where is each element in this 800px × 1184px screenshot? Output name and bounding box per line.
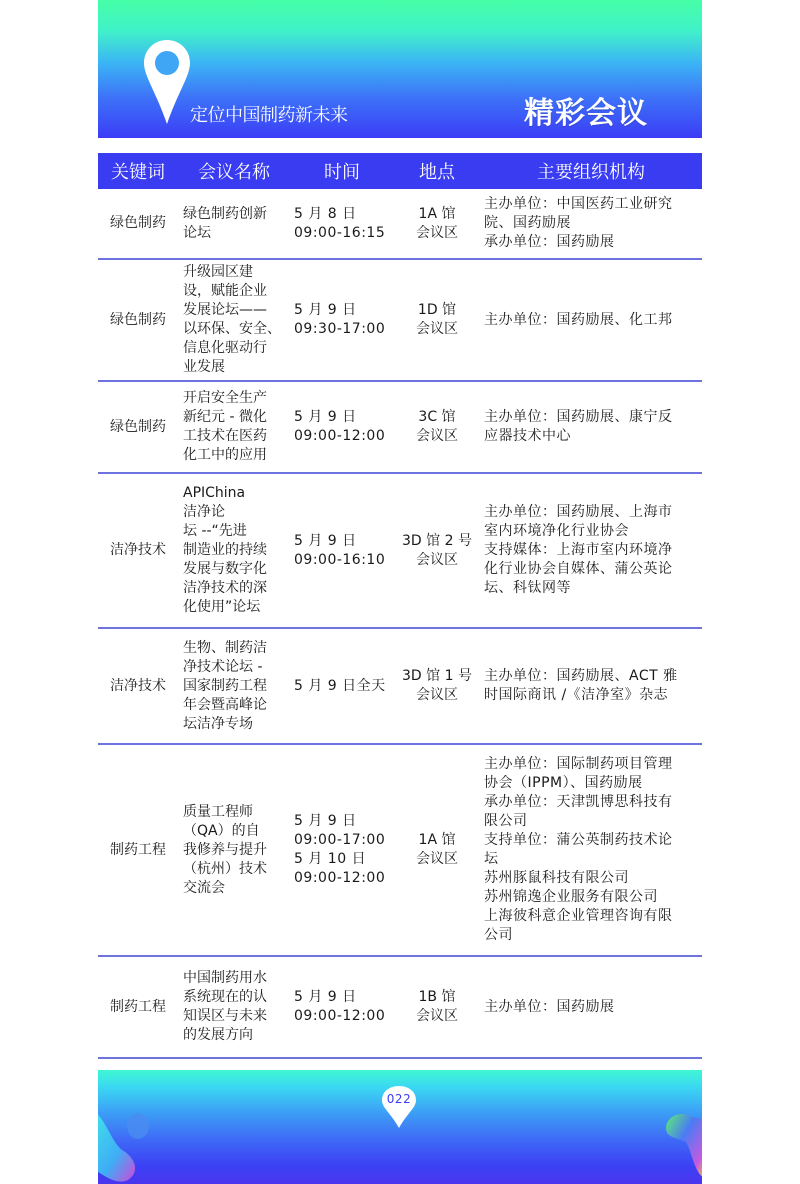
cell-meeting-name-line: 知误区与未来 — [183, 1008, 267, 1024]
cell-time-line: 5 月 9 日 — [294, 409, 357, 425]
conference-page — [98, 0, 702, 1184]
cell-organizers-line: 主办单位：国药励展 — [484, 998, 615, 1015]
cell-time-line: 5 月 9 日 — [294, 989, 357, 1005]
cell-meeting-name-line: 中国制药用水 — [183, 970, 267, 986]
cell-organizers-line: 主办单位：中国医药工业研究 — [484, 196, 673, 212]
table-row — [98, 189, 702, 260]
cell-organizers-line: 承办单位：天津凯博思科技有 — [484, 794, 673, 810]
cell-organizers — [480, 998, 702, 1017]
cell-venue-line: 1A 馆 — [418, 832, 456, 848]
column-header-keyword: 关键词 — [111, 162, 165, 183]
cell-venue-line: 1B 馆 — [418, 989, 456, 1005]
cell-organizers-line: 苏州锦逸企业服务有限公司 — [484, 889, 658, 905]
cell-keyword: 绿色制药 — [110, 418, 166, 435]
cell-keyword: 洁净技术 — [110, 677, 166, 694]
footer-banner — [98, 1070, 702, 1184]
cell-time-line: 09:00-16:10 — [294, 551, 386, 568]
cell-organizers-line: 协会（IPPM）、国药励展 — [484, 775, 643, 791]
cell-venue — [394, 408, 480, 446]
cell-time-line: 09:00-12:00 — [294, 428, 386, 444]
location-pin-icon — [144, 40, 190, 124]
table-row — [98, 745, 702, 957]
cell-meeting-name-line: 发展与数字化 — [183, 561, 267, 577]
cell-organizers-line: 主办单位：国药励展、上海市 — [484, 504, 673, 520]
cell-venue-line: 会议区 — [416, 687, 458, 703]
cell-venue-line: 3D 馆 2 号 — [402, 532, 472, 549]
page-number: 022 — [386, 1092, 412, 1106]
table-row — [98, 382, 702, 474]
cell-meeting-name — [178, 389, 290, 465]
cell-venue-line: 会议区 — [416, 851, 458, 867]
cell-venue-line: 会议区 — [416, 321, 458, 337]
cell-time-line: 5 月 9 日全天 — [294, 677, 386, 694]
cell-meeting-name-line: （QA）的自 — [183, 822, 260, 839]
cell-time-line: 09:00-16:15 — [294, 224, 386, 241]
cell-organizers — [480, 755, 702, 945]
cell-meeting-name-line: 新纪元 - 微化 — [183, 409, 267, 425]
cell-time — [290, 677, 394, 696]
cell-meeting-name — [178, 803, 290, 898]
cell-organizers — [480, 311, 702, 330]
cell-time — [290, 408, 394, 446]
cell-organizers-line: 公司 — [484, 927, 513, 943]
cell-venue — [394, 532, 480, 570]
cell-venue-line: 3D 馆 1 号 — [402, 668, 472, 684]
cell-meeting-name-line: 的发展方向 — [183, 1027, 253, 1043]
column-header-name: 会议名称 — [198, 162, 270, 183]
cell-meeting-name-line: 绿色制药创新 — [183, 205, 267, 222]
cell-time-line: 09:00-17:00 — [294, 832, 386, 848]
cell-meeting-name-line: 设，赋能企业 — [183, 283, 267, 299]
cell-meeting-name-line: 净技术论坛 - — [183, 658, 263, 675]
table-header — [98, 153, 702, 189]
cell-organizers — [480, 503, 702, 598]
cell-venue — [394, 301, 480, 339]
cell-meeting-name-line: 质量工程师 — [183, 803, 253, 820]
cell-meeting-name-line: 论坛 — [183, 224, 211, 241]
cell-meeting-name-line: 洁净论 — [183, 504, 225, 520]
cell-keyword: 洁净技术 — [110, 542, 166, 558]
cell-organizers-line: 主办单位：国药励展、ACT 雅 — [484, 668, 678, 684]
table-row — [98, 629, 702, 745]
cell-time — [290, 988, 394, 1026]
cell-meeting-name-line: 以环保、安全、 — [183, 321, 281, 337]
column-header-organizers: 主要组织机构 — [537, 162, 645, 183]
cell-meeting-name-line: 发展论坛—— — [183, 302, 267, 318]
cell-organizers-line: 主办单位：国际制药项目管理 — [484, 756, 673, 772]
cell-organizers-line: 苏州豚鼠科技有限公司 — [484, 870, 629, 886]
cell-time-line: 09:00-12:00 — [294, 870, 386, 886]
decorative-blob-right — [664, 1112, 702, 1178]
cell-venue-line: 会议区 — [416, 428, 458, 444]
cell-meeting-name-line: 化工中的应用 — [183, 447, 267, 463]
cell-organizers-line: 化行业协会自媒体、蒲公英论 — [484, 561, 673, 577]
cell-time — [290, 812, 394, 888]
banner-slogan: 定位中国制药新未来 — [190, 105, 348, 126]
cell-meeting-name-line: APIChina — [183, 485, 246, 501]
table-row — [98, 957, 702, 1059]
cell-keyword: 绿色制药 — [110, 215, 166, 231]
cell-meeting-name — [178, 639, 290, 734]
cell-venue-line: 1D 馆 — [417, 302, 457, 318]
cell-meeting-name-line: （杭州）技术 — [183, 860, 267, 877]
table-body — [98, 189, 702, 1059]
cell-keyword: 绿色制药 — [110, 311, 166, 328]
column-header-venue: 地点 — [419, 162, 455, 183]
cell-meeting-name-line: 生物、制药洁 — [183, 639, 267, 656]
cell-venue-line: 3C 馆 — [418, 409, 456, 425]
cell-venue — [394, 988, 480, 1026]
cell-time-line: 5 月 8 日 — [294, 205, 357, 222]
section-title: 精彩会议 — [524, 96, 648, 131]
cell-meeting-name-line: 业发展 — [183, 359, 225, 375]
cell-meeting-name-line: 升级园区建 — [183, 264, 253, 280]
cell-organizers-line: 支持单位：蒲公英制药技术论 — [484, 832, 673, 848]
cell-meeting-name-line: 系统现在的认 — [183, 989, 267, 1005]
cell-meeting-name-line: 坛洁净专场 — [183, 715, 253, 732]
cell-time-line: 5 月 9 日 — [294, 532, 357, 549]
cell-organizers-line: 主办单位：国药励展、康宁反 — [484, 409, 673, 425]
cell-time — [290, 205, 394, 243]
cell-organizers-line: 室内环境净化行业协会 — [484, 523, 629, 539]
cell-organizers-line: 时国际商讯 /《洁净室》杂志 — [484, 687, 669, 703]
cell-meeting-name-line: 洁净技术的深 — [183, 580, 267, 596]
cell-keyword: 制药工程 — [110, 998, 166, 1015]
cell-organizers-line: 支持媒体：上海市室内环境净 — [484, 542, 673, 558]
cell-organizers-line: 上海彼科意企业管理咨询有限 — [484, 908, 673, 924]
cell-time-line: 5 月 10 日 — [294, 851, 367, 867]
cell-meeting-name — [178, 969, 290, 1045]
cell-meeting-name-line: 交流会 — [183, 879, 225, 896]
cell-venue-line: 会议区 — [416, 551, 458, 568]
cell-venue — [394, 831, 480, 869]
cell-organizers-line: 主办单位：国药励展、化工邦 — [484, 311, 673, 328]
table-row — [98, 260, 702, 382]
cell-time-line: 09:30-17:00 — [294, 321, 386, 337]
cell-meeting-name-line: 开启安全生产 — [183, 390, 267, 406]
cell-time-line: 5 月 9 日 — [294, 813, 357, 829]
conference-table — [98, 153, 702, 1059]
cell-meeting-name — [178, 484, 290, 617]
cell-time — [290, 301, 394, 339]
cell-organizers — [480, 408, 702, 446]
column-header-time: 时间 — [324, 162, 360, 183]
cell-meeting-name — [178, 205, 290, 243]
cell-organizers-line: 坛 — [484, 851, 499, 867]
cell-meeting-name-line: 国家制药工程 — [183, 677, 267, 694]
cell-organizers-line: 应器技术中心 — [484, 428, 571, 444]
cell-time-line: 5 月 9 日 — [294, 302, 357, 318]
cell-meeting-name — [178, 263, 290, 377]
cell-keyword: 制药工程 — [110, 841, 166, 858]
cell-organizers-line: 院、国药励展 — [484, 215, 571, 231]
cell-venue-line: 会议区 — [416, 1008, 458, 1024]
cell-organizers — [480, 667, 702, 705]
cell-venue-line: 会议区 — [416, 224, 458, 241]
cell-time-line: 09:00-12:00 — [294, 1008, 386, 1024]
table-row — [98, 474, 702, 629]
cell-meeting-name-line: 年会暨高峰论 — [183, 696, 267, 713]
decorative-orb — [126, 1112, 150, 1140]
cell-meeting-name-line: 信息化驱动行 — [183, 340, 267, 356]
cell-meeting-name-line: 工技术在医药 — [183, 428, 267, 444]
top-banner — [98, 0, 702, 138]
cell-venue — [394, 205, 480, 243]
cell-meeting-name-line: 我修养与提升 — [183, 841, 267, 858]
cell-venue — [394, 667, 480, 705]
cell-time — [290, 532, 394, 570]
cell-organizers-line: 承办单位：国药励展 — [484, 234, 615, 250]
cell-meeting-name-line: 化使用”论坛 — [183, 599, 261, 615]
cell-meeting-name-line: 制造业的持续 — [183, 542, 267, 558]
cell-meeting-name-line: 坛 --“先进 — [183, 523, 247, 539]
cell-organizers-line: 坛、科钛网等 — [484, 580, 571, 596]
cell-organizers-line: 限公司 — [484, 813, 528, 829]
cell-venue-line: 1A 馆 — [418, 205, 456, 222]
cell-organizers — [480, 195, 702, 252]
